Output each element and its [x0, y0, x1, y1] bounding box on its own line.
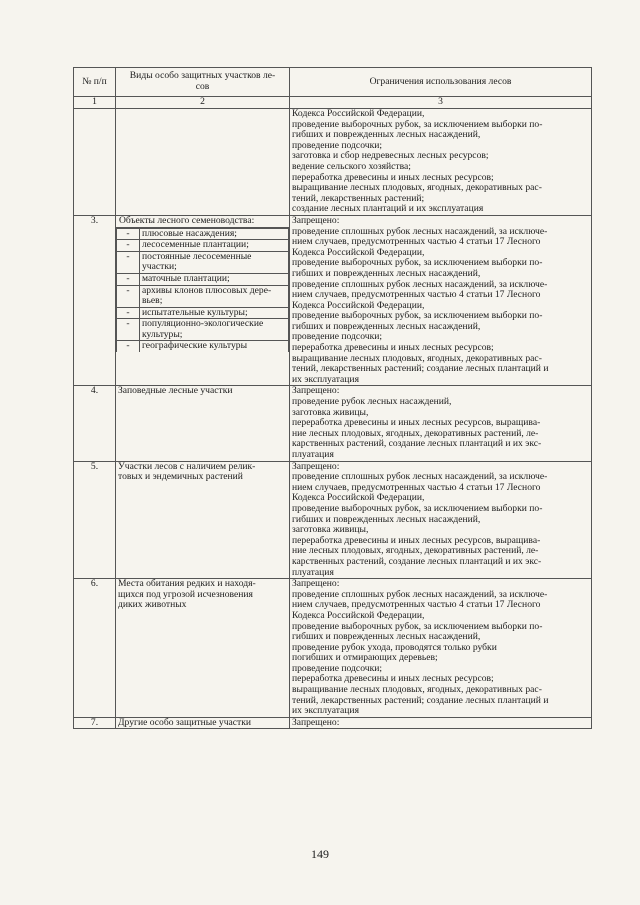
text-line: карственных растений, создание лесных плантаций и их экс-	[292, 556, 542, 567]
text-line: архивы клонов плюсовых дере-	[142, 285, 272, 296]
text-line: гибших и поврежденных лесных насаждений,	[292, 514, 481, 525]
restrictions-cell	[290, 109, 592, 216]
text-line: проведение выборочных рубок, за исключением выборки по-	[292, 621, 543, 632]
seed-objects-list	[116, 228, 289, 353]
text-line: нием случаев, предусмотренных частью 4 статьи 17 Лесного	[292, 600, 541, 611]
text-line: нием случаев, предусмотренных частью 4 статьи 17 Лесного	[292, 237, 541, 248]
text-line: плюсовые насаждения;	[142, 228, 237, 239]
text-line: плуатация	[292, 567, 334, 578]
table-header-row	[74, 68, 592, 97]
list-dash: -	[117, 228, 140, 240]
list-item-text	[140, 240, 289, 252]
text-line: Запрещено:	[292, 386, 340, 397]
list-item-text	[140, 228, 289, 240]
area-type-title: Объекты лесного семеноводства:	[116, 216, 289, 228]
text-line: Участки лесов с наличием релик-	[118, 461, 256, 472]
list-item-text	[140, 307, 289, 319]
text-line: Кодекса Российской Федерации,	[292, 610, 425, 621]
text-line: испытательные культуры;	[142, 307, 248, 318]
text-line: Кодекса Российской Федерации,	[292, 109, 425, 119]
list-item	[117, 285, 289, 307]
text-line: проведение подсочки;	[292, 332, 383, 343]
page-number: 149	[311, 847, 329, 861]
text-line: тений, лекарственных растений; создание лесных плантаций и	[292, 695, 549, 706]
header-area-type	[116, 68, 290, 97]
area-type	[116, 386, 290, 461]
text-line: гибших и поврежденных лесных насаждений,	[292, 632, 481, 643]
text-line: товых и эндемичных растений	[118, 472, 243, 483]
list-item-text	[140, 251, 289, 273]
text-line: нием случаев, предусмотренных частью 4 статьи 17 Лесного	[292, 290, 541, 301]
text-line: погибших и отмирающих деревьев;	[292, 653, 438, 664]
column-number-row	[74, 97, 592, 109]
area-type	[116, 461, 290, 579]
text-line: карственных растений, создание лесных плантаций и их экс-	[292, 439, 542, 450]
row-number: 5.	[74, 461, 116, 579]
text-line: проведение рубок лесных насаждений,	[292, 397, 452, 408]
text-line: вьев;	[142, 296, 163, 307]
header-number: № п/п	[74, 68, 116, 97]
row-number: 4.	[74, 386, 116, 461]
text-line: выращивание лесных плодовых, ягодных, декоративных рас-	[292, 183, 542, 194]
text-line: проведение выборочных рубок, за исключением выборки по-	[292, 503, 543, 514]
list-dash: -	[117, 240, 140, 252]
list-item-text	[140, 273, 289, 285]
text-line: переработка древесины и иных лесных ресурсов;	[292, 343, 494, 354]
list-dash: -	[117, 341, 140, 352]
text-line: проведение выборочных рубок, за исключением выборки по-	[292, 258, 543, 269]
text-line: ние лесных плодовых, ягодных, декоративных растений, ле-	[292, 428, 539, 439]
text-line: Кодекса Российской Федерации,	[292, 247, 425, 258]
list-item	[117, 273, 289, 285]
table-row	[74, 386, 592, 461]
text-line: проведение сплошных рубок лесных насаждений, за исключе-	[292, 279, 548, 290]
area-type	[116, 579, 290, 718]
restrictions-cell	[290, 461, 592, 579]
list-dash: -	[117, 307, 140, 319]
table-row	[74, 717, 592, 729]
restrictions-cell	[290, 215, 592, 386]
header-area-type-line: сов	[195, 81, 210, 92]
list-item	[117, 307, 289, 319]
text-line: создание лесных плантаций и их эксплуатация	[292, 204, 484, 215]
text-line: проведение подсочки;	[292, 140, 383, 151]
text-line: диких животных	[118, 600, 187, 611]
list-dash: -	[117, 273, 140, 285]
table-row	[74, 109, 592, 216]
text-line: переработка древесины и иных лесных ресурсов;	[292, 172, 494, 183]
restrictions-cell	[290, 386, 592, 461]
text-line: проведение выборочных рубок, за исключением выборки по-	[292, 119, 543, 130]
list-dash: -	[117, 319, 140, 341]
text-line: ведение сельского хозяйства;	[292, 161, 411, 172]
text-line: проведение сплошных рубок лесных насаждений, за исключе-	[292, 472, 548, 483]
text-line: проведение сплошных рубок лесных насаждений, за исключе-	[292, 226, 548, 237]
text-line: их эксплуатация	[292, 374, 359, 385]
restrictions-table	[73, 67, 592, 729]
restrictions-cell	[290, 717, 592, 729]
row-number: 6.	[74, 579, 116, 718]
text-line: Кодекса Российской Федерации,	[292, 493, 425, 504]
text-line: гибших и поврежденных лесных насаждений,	[292, 321, 481, 332]
text-line: Запрещено:	[292, 579, 340, 590]
text-line: проведение рубок ухода, проводятся только рубки	[292, 642, 497, 653]
list-item	[117, 341, 289, 352]
text-line: выращивание лесных плодовых, ягодных, декоративных рас-	[292, 353, 542, 364]
column-number: 2	[116, 97, 290, 109]
text-line: культуры;	[142, 329, 183, 340]
text-line: ние лесных плодовых, ягодных, декоративных растений, ле-	[292, 546, 539, 557]
column-number: 1	[74, 97, 116, 109]
text-line: щихся под угрозой исчезновения	[118, 589, 253, 600]
text-line: маточные плантации;	[142, 273, 230, 284]
area-type	[116, 109, 290, 216]
list-item	[117, 251, 289, 273]
list-item-text	[140, 285, 289, 307]
text-line: проведение подсочки;	[292, 663, 383, 674]
text-line: проведение выборочных рубок, за исключением выборки по-	[292, 311, 543, 322]
text-line: Запрещено:	[292, 215, 340, 226]
header-restrictions: Ограничения использования лесов	[290, 68, 592, 97]
area-type	[116, 717, 290, 729]
text-line: Запрещено:	[292, 461, 340, 472]
row-number	[74, 109, 116, 216]
text-line: тений, лекарственных растений; создание лесных плантаций и	[292, 364, 549, 375]
text-line: переработка древесины и иных лесных ресурсов, выращива-	[292, 418, 541, 429]
text-line: гибших и поврежденных лесных насаждений,	[292, 130, 481, 141]
text-line: Заповедные лесные участки	[118, 386, 233, 397]
list-item	[117, 240, 289, 252]
text-line: географические культуры	[142, 341, 248, 352]
list-item	[117, 319, 289, 341]
text-line: выращивание лесных плодовых, ягодных, декоративных рас-	[292, 685, 542, 696]
table-row	[74, 579, 592, 718]
text-line: проведение сплошных рубок лесных насаждений, за исключе-	[292, 589, 548, 600]
list-item-text	[140, 341, 289, 352]
list-item-text	[140, 319, 289, 341]
column-number: 3	[290, 97, 592, 109]
text-line: лесосеменные плантации;	[142, 240, 249, 251]
text-line: Запрещено:	[292, 717, 340, 728]
row-number: 3.	[74, 215, 116, 386]
header-area-type-line: Виды особо защитных участков ле-	[129, 70, 276, 82]
text-line: переработка древесины и иных лесных ресурсов, выращива-	[292, 535, 541, 546]
text-line: нием случаев, предусмотренных частью 4 статьи 17 Лесного	[292, 482, 541, 493]
text-line: популяционно-экологические	[142, 319, 264, 330]
text-line: участки;	[142, 262, 177, 273]
text-line: Кодекса Российской Федерации,	[292, 300, 425, 311]
list-item	[117, 228, 289, 240]
row-number: 7.	[74, 717, 116, 729]
text-line: заготовка живицы,	[292, 407, 369, 418]
text-line: постоянные лесосеменные	[142, 251, 252, 262]
table-row	[74, 461, 592, 579]
text-line: Места обитания редких и находя-	[118, 579, 256, 590]
area-type	[116, 215, 290, 386]
list-dash: -	[117, 251, 140, 273]
text-line: тений, лекарственных растений;	[292, 193, 425, 204]
text-line: их эксплуатация	[292, 706, 359, 717]
text-line: заготовка живицы,	[292, 525, 369, 536]
list-dash: -	[117, 285, 140, 307]
text-line: Другие особо защитные участки	[118, 717, 252, 728]
text-line: переработка древесины и иных лесных ресурсов;	[292, 674, 494, 685]
table-row	[74, 215, 592, 386]
text-line: заготовка и сбор недревесных лесных ресурсов;	[292, 151, 489, 162]
text-line: плуатация	[292, 450, 334, 460]
restrictions-cell	[290, 579, 592, 718]
text-line: гибших и поврежденных лесных насаждений,	[292, 268, 481, 279]
